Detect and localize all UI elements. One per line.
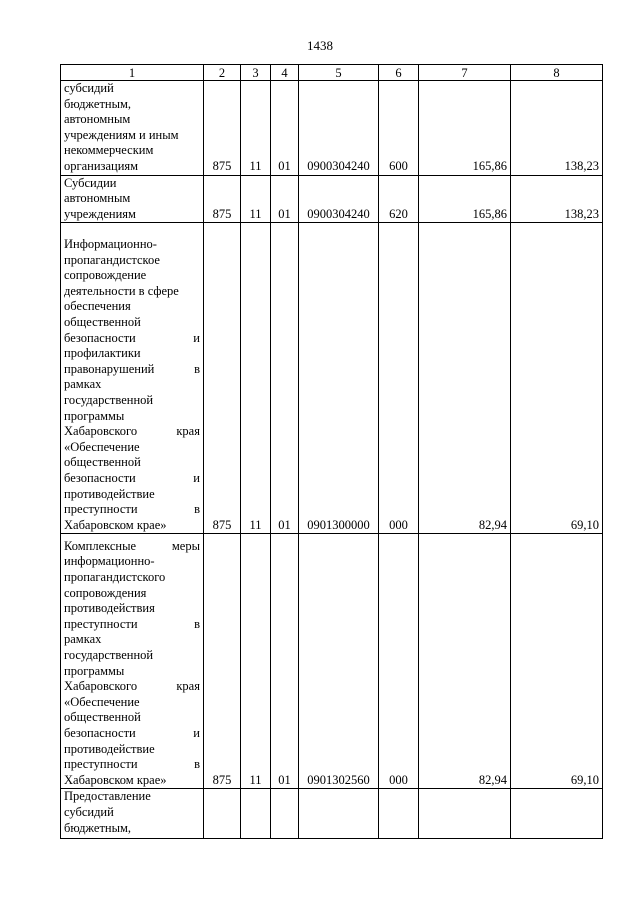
admin-code-cell: 875 [204,175,241,223]
item-name-line: программы [64,408,125,423]
page-number: 1438 [307,38,333,53]
item-name-line: Хабаровского края [64,679,200,694]
item-name-cell [61,789,204,839]
amount-cell: 69,10 [511,223,603,534]
item-name-line: Хабаровском крае» [64,772,167,787]
target-article-cell: 0901300000 [299,223,379,534]
header-col-6: 6 [379,65,419,81]
table-row [61,223,603,534]
item-name-line: безопасности и [64,470,200,485]
section-code-cell: 11 [241,175,271,223]
header-col-4: 4 [271,65,299,81]
subsection-code-cell: 01 [271,175,299,223]
amount-cell: 82,94 [419,534,511,789]
amount-cell: 165,86 [419,175,511,223]
item-name-line: Информационно- [64,237,157,252]
subsection-code-cell: 01 [271,81,299,176]
table-row [61,81,603,176]
item-name-line: Предоставление [64,789,151,804]
item-name-cell [61,81,204,176]
header-col-5: 5 [299,65,379,81]
item-name-line: программы [64,663,125,678]
section-code-cell: 11 [241,534,271,789]
table-row [61,534,603,789]
expense-type-cell: 620 [379,175,419,223]
amount-cell: 138,23 [511,81,603,176]
expense-type-cell: 600 [379,81,419,176]
amount-cell: 138,23 [511,175,603,223]
subsection-code-cell [271,789,299,839]
item-name-line: государственной [64,393,154,407]
item-name-line: правонарушений в [64,361,200,376]
section-code-cell [241,789,271,839]
expense-type-cell: 000 [379,223,419,534]
target-article-cell: 0901302560 [299,534,379,789]
target-article-cell: 0900304240 [299,81,379,176]
item-name-cell [61,223,204,534]
admin-code-cell [204,789,241,839]
amount-cell: 69,10 [511,534,603,789]
item-name-line: профилактики [64,346,141,361]
header-col-7: 7 [419,65,511,81]
item-name-line: пропагандистское [64,252,160,267]
header-row [61,65,603,81]
header-col-3: 3 [241,65,271,81]
item-name-cell [61,175,204,223]
item-name-line: бюджетным, [64,820,132,835]
admin-code-cell: 875 [204,81,241,176]
section-code-cell: 11 [241,223,271,534]
item-name-line: безопасности и [64,725,200,740]
header-col-1: 1 [61,65,204,81]
item-name-line: субсидий [64,804,114,819]
item-name-line: «Обеспечение [64,694,140,709]
budget-table [60,64,603,839]
item-name-line: «Обеспечение [64,439,140,454]
item-name-line: субсидий [64,81,114,95]
item-name-line: автономным [64,112,131,127]
item-name-line: рамках [64,377,102,392]
item-name-line: сопровождение [64,268,147,283]
header-col-2: 2 [204,65,241,81]
item-name-line: общественной [64,455,141,470]
expense-type-cell: 000 [379,534,419,789]
table-body [61,81,603,839]
item-name-line: противодействия [64,601,155,616]
item-name-line: рамках [64,632,102,647]
item-name-line: безопасности и [64,330,200,345]
item-name-line: пропагандистского [64,570,166,585]
expense-type-cell [379,789,419,839]
item-name-line: Комплексные меры [64,538,200,553]
item-name-line: Субсидии [64,175,117,190]
item-name-line: государственной [64,648,154,662]
item-name-line: противодействие [64,486,155,501]
section-code-cell: 11 [241,81,271,176]
admin-code-cell: 875 [204,534,241,789]
item-name-line: обеспечения [64,299,131,314]
subsection-code-cell: 01 [271,223,299,534]
item-name-line: автономным [64,191,131,206]
item-name-line: преступности в [64,616,200,631]
item-name-line: деятельности в сфере [64,283,179,298]
amount-cell: 82,94 [419,223,511,534]
item-name-line: бюджетным, [64,96,132,111]
amount-cell: 165,86 [419,81,511,176]
amount-cell [419,789,511,839]
item-name-line: информационно- [64,554,155,569]
item-name-line: учреждениям [64,206,136,221]
item-name-line: учреждениям и иным [64,127,179,142]
item-name-line: общественной [64,315,141,330]
item-name-line: противодействие [64,741,155,756]
target-article-cell: 0900304240 [299,175,379,223]
table-row [61,175,603,223]
table-row [61,789,603,839]
item-name-line: некоммерческим [64,143,154,158]
item-name-line: преступности в [64,757,200,772]
amount-cell [511,789,603,839]
item-name-cell [61,534,204,789]
header-col-8: 8 [511,65,603,81]
item-name-line: общественной [64,710,141,725]
item-name-line: преступности в [64,502,200,517]
item-name-line: сопровождения [64,585,147,600]
item-name-line: организациям [64,158,139,173]
table-header [61,65,603,81]
item-name-line: Хабаровском крае» [64,517,167,532]
target-article-cell [299,789,379,839]
subsection-code-cell: 01 [271,534,299,789]
admin-code-cell: 875 [204,223,241,534]
item-name-line: Хабаровского края [64,424,200,439]
